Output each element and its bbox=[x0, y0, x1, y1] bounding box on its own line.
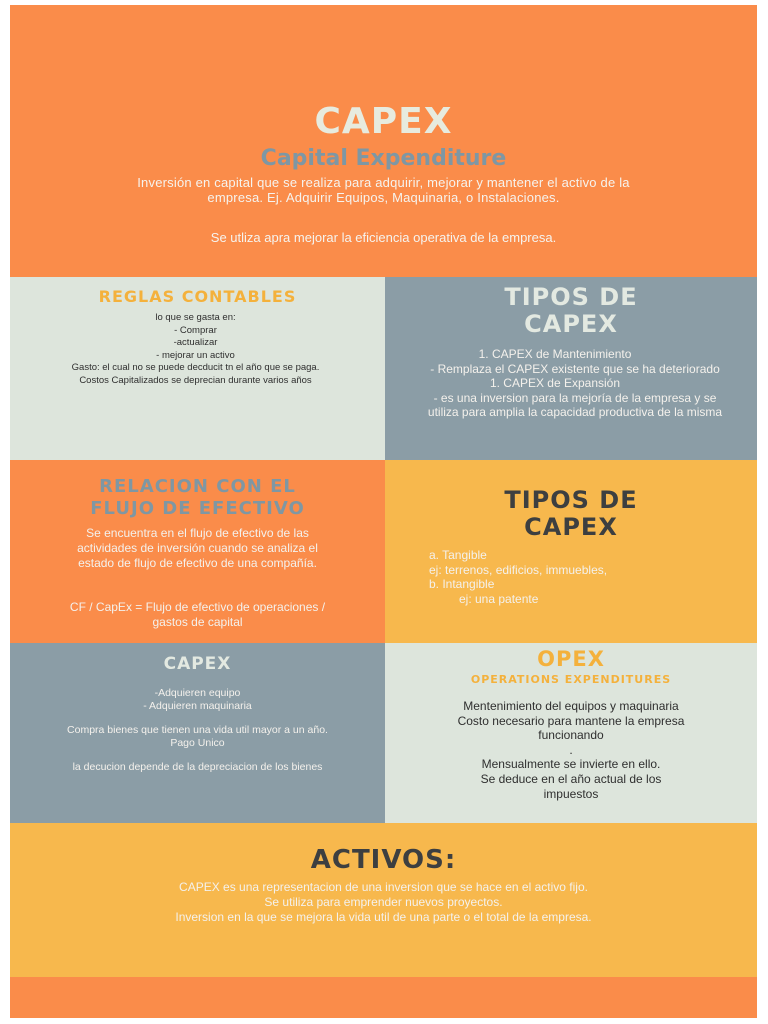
capex-line: Pago Unico bbox=[170, 736, 225, 749]
opex-line: Mensualmente se invierte en ello. bbox=[481, 757, 661, 772]
tipos2-line: a. Tangible bbox=[429, 548, 487, 562]
reglas-body bbox=[58, 312, 333, 387]
header-usage: Se utliza apra mejorar la eficiencia operativa de la empresa. bbox=[210, 230, 557, 245]
tipos2-heading bbox=[385, 487, 757, 541]
activos-line: Inversion en la que se mejora la vida util de una parte o el total de la empresa. bbox=[175, 910, 592, 924]
infographic-page bbox=[10, 5, 757, 1018]
reglas-heading: REGLAS CONTABLES bbox=[98, 287, 297, 306]
reglas-line: Costos Capitalizados se deprecian durante varios años bbox=[79, 374, 312, 386]
tipos1-line: - Remplaza el CAPEX existente que se ha deteriorado bbox=[430, 361, 720, 376]
activos-body bbox=[120, 880, 647, 925]
reglas-line: lo que se gasta en: bbox=[155, 312, 236, 323]
tipos2-line: ej: terrenos, edificios, immuebles, bbox=[429, 562, 608, 577]
tipos1-line: 1. CAPEX de Expansión bbox=[489, 376, 621, 391]
opex-line: Mentenimiento del equipos y maquinaria bbox=[463, 699, 679, 713]
capex-line: -Adquieren equipo bbox=[154, 687, 241, 699]
tipos1-line: 1. CAPEX de Mantenimiento bbox=[478, 347, 632, 361]
relacion-heading-line1: RELACION CON EL bbox=[99, 476, 296, 497]
relacion-heading-line2: FLUJO DE EFECTIVO bbox=[90, 498, 305, 519]
reglas-line: - mejorar un activo bbox=[156, 349, 235, 361]
opex-panel bbox=[385, 643, 757, 823]
reglas-line: - Comprar bbox=[174, 324, 217, 336]
activos-line: CAPEX es una representacion de una inversion que se hace en el activo fijo. bbox=[179, 880, 588, 894]
opex-line: Se deduce en el año actual de los impuestos bbox=[480, 771, 662, 801]
activos-heading: ACTIVOS: bbox=[310, 845, 457, 875]
activos-line: Se utiliza para emprender nuevos proyectos. bbox=[264, 895, 503, 909]
opex-line: Costo necesario para mantene la empresa funcionando bbox=[457, 713, 685, 743]
tipos-capex-panel-2 bbox=[385, 460, 757, 643]
relacion-paragraph: Se encuentra en el flujo de efectivo de las actividades de inversión cuando se analiza el estado de flujo de efectivo de una compañía. bbox=[77, 526, 318, 570]
activos-panel bbox=[10, 823, 757, 977]
page-subtitle: Capital Expenditure bbox=[260, 146, 507, 171]
relacion-flujo-panel bbox=[10, 460, 385, 643]
header-description: Inversión en capital que se realiza para adquirir, mejorar y mantener el activo de la empresa. Ej. Adquirir Equipos, Maquinaria, o Instalaciones. bbox=[137, 175, 630, 205]
tipos1-heading bbox=[385, 284, 757, 338]
opex-line: . bbox=[569, 742, 573, 757]
relacion-heading bbox=[10, 476, 385, 520]
tipos-capex-panel-1 bbox=[385, 277, 757, 460]
page-title: CAPEX bbox=[314, 101, 453, 142]
opex-heading: OPEX bbox=[537, 647, 605, 671]
capex-body bbox=[40, 687, 355, 774]
capex-line: Compra bienes que tienen una vida util mayor a un año. bbox=[67, 724, 328, 736]
tipos1-heading-line2: CAPEX bbox=[524, 310, 618, 338]
relacion-formula: CF / CapEx = Flujo de efectivo de operaciones / gastos de capital bbox=[69, 600, 326, 629]
tipos2-body bbox=[429, 548, 729, 606]
capex-line: - Adquieren maquinaria bbox=[143, 699, 252, 712]
capex-line: la decucion depende de la depreciacion de los bienes bbox=[72, 761, 323, 773]
tipos1-line: - es una inversion para la mejoría de la empresa y se utiliza para amplia la capacidad productiva de la misma bbox=[427, 390, 723, 420]
tipos2-line: ej: una patente bbox=[459, 591, 539, 606]
tipos2-line: b. Intangible bbox=[429, 577, 495, 592]
tipos1-heading-line1: TIPOS DE bbox=[504, 283, 638, 311]
tipos1-body bbox=[425, 347, 725, 420]
header-section bbox=[10, 5, 757, 277]
capex-panel bbox=[10, 643, 385, 823]
capex-heading: CAPEX bbox=[163, 654, 232, 674]
tipos2-heading-line2: CAPEX bbox=[524, 513, 618, 541]
tipos2-heading-line1: TIPOS DE bbox=[504, 486, 638, 514]
reglas-contables-panel bbox=[10, 277, 385, 460]
opex-subheading: OPERATIONS EXPENDITURES bbox=[470, 673, 672, 686]
reglas-line: Gasto: el cual no se puede decducit tn el año que se paga. bbox=[71, 362, 320, 373]
opex-body bbox=[401, 699, 741, 801]
reglas-line: -actualizar bbox=[173, 337, 218, 348]
